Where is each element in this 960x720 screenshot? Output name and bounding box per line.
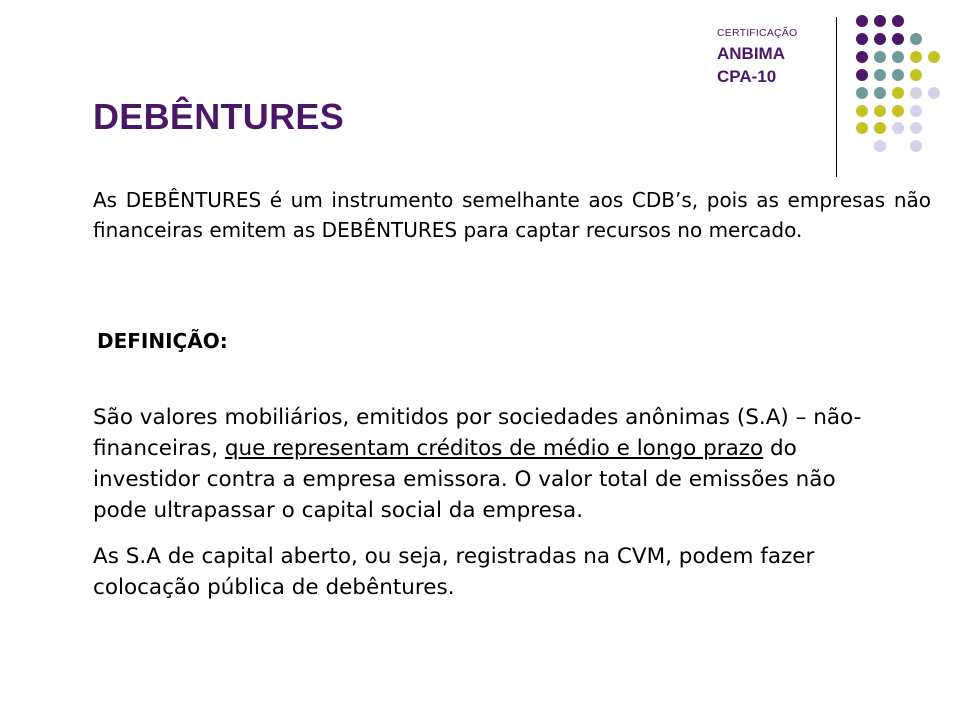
dot xyxy=(874,15,886,27)
dot xyxy=(892,15,904,27)
dot xyxy=(874,69,886,81)
dot xyxy=(874,105,886,117)
dot xyxy=(910,87,922,99)
dot xyxy=(910,140,922,152)
cert-small-text: CERTIFICAÇÃO xyxy=(717,27,798,39)
dot xyxy=(892,69,904,81)
definition-text-start: São valores mobiliários, emitidos por sociedades anônimas (S.A) – não-financeiras, xyxy=(93,405,862,461)
dot xyxy=(856,122,868,134)
dot xyxy=(856,87,868,99)
dot xyxy=(892,105,904,117)
dot xyxy=(856,15,868,27)
dot xyxy=(856,69,868,81)
dot xyxy=(874,122,886,134)
dot xyxy=(874,87,886,99)
header-divider xyxy=(836,17,837,177)
dot xyxy=(892,51,904,63)
dot xyxy=(910,105,922,117)
dot xyxy=(910,33,922,45)
page-title: DEBÊNTURES xyxy=(93,96,345,137)
dot xyxy=(892,122,904,134)
definition-heading: DEFINIÇÃO: xyxy=(97,329,228,353)
intro-paragraph: As DEBÊNTURES é um instrumento semelhante aos CDB’s, pois as empresas não financeiras emitem as DEBÊNTURES para captar recursos no mercado. xyxy=(93,188,931,242)
dot xyxy=(892,87,904,99)
definition-text-end: do investidor contra a empresa emissora. O valor total de emissões não pode ultrapassar o capital social da empresa. xyxy=(93,436,836,523)
certification-label xyxy=(717,28,797,85)
dot xyxy=(910,69,922,81)
dot xyxy=(910,51,922,63)
dot xyxy=(856,51,868,63)
dot xyxy=(856,33,868,45)
dot xyxy=(892,33,904,45)
dot xyxy=(910,122,922,134)
dot xyxy=(856,105,868,117)
definition-paragraph xyxy=(93,402,893,526)
dot xyxy=(928,51,940,63)
cert-anbima-text: ANBIMA xyxy=(717,43,785,63)
closing-paragraph: As S.A de capital aberto, ou seja, registradas na CVM, podem fazer colocação pública de debêntures. xyxy=(93,544,815,600)
dot xyxy=(874,140,886,152)
definition-underlined-text: que representam créditos de médio e longo prazo xyxy=(224,436,764,461)
cert-cpa-text: CPA-10 xyxy=(717,66,777,86)
dot xyxy=(874,33,886,45)
dot xyxy=(874,51,886,63)
dot xyxy=(928,87,940,99)
